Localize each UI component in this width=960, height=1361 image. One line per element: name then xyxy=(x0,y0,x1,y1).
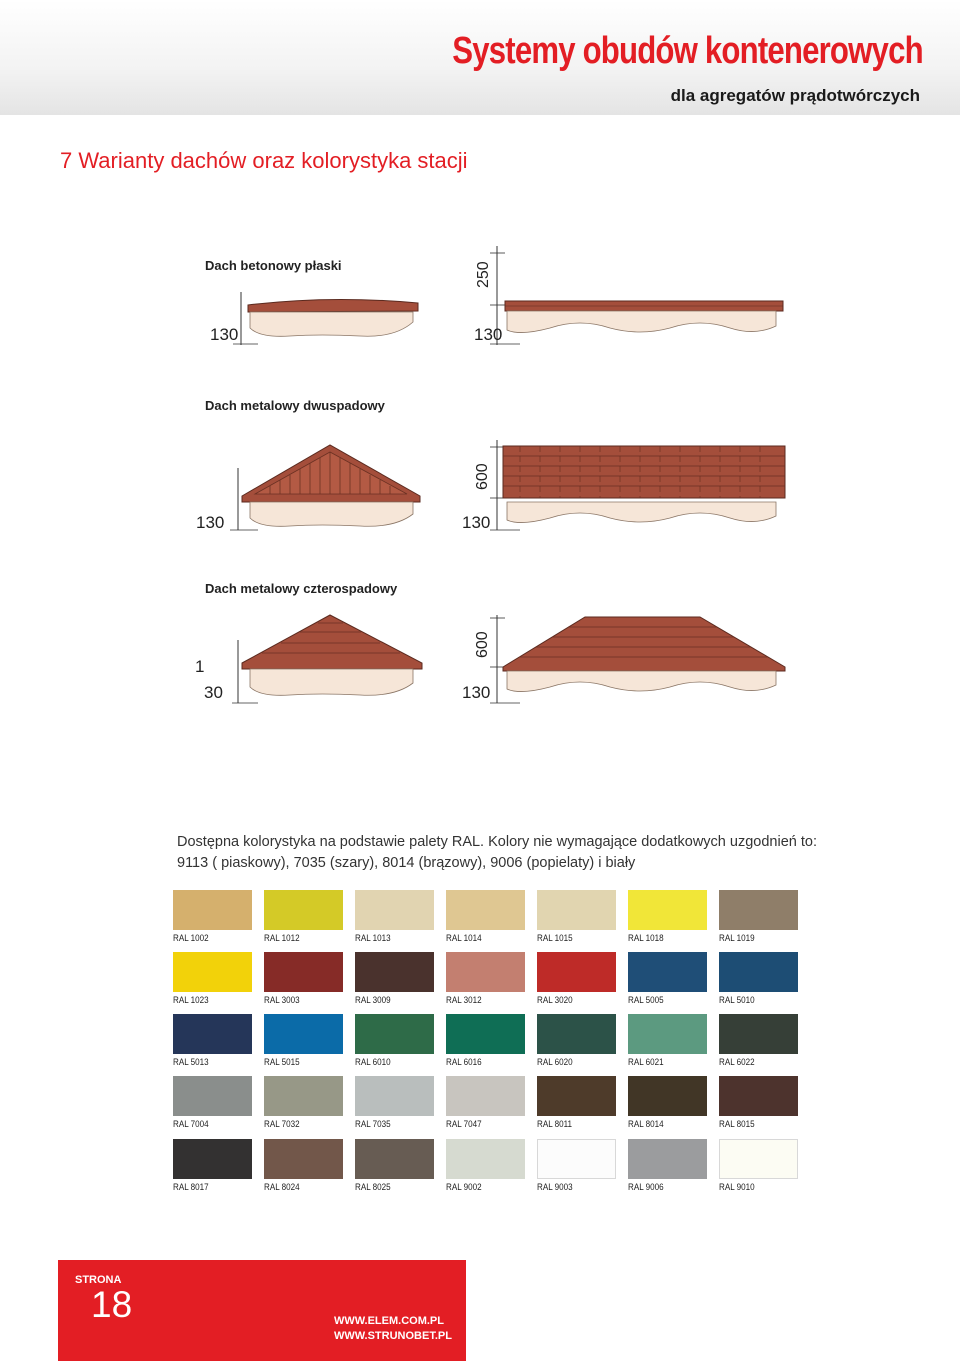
color-swatch xyxy=(264,1139,343,1179)
color-swatch-label: RAL 6020 xyxy=(537,1057,573,1068)
color-swatch-label: RAL 6016 xyxy=(446,1057,482,1068)
color-swatch xyxy=(264,1014,343,1054)
color-swatch xyxy=(628,952,707,992)
color-swatch xyxy=(719,890,798,930)
color-swatch-label: RAL 3009 xyxy=(355,995,391,1006)
color-swatch xyxy=(446,1076,525,1116)
color-swatch xyxy=(264,890,343,930)
color-swatch xyxy=(537,1139,616,1179)
page-subtitle: dla agregatów prądotwórczych xyxy=(670,86,920,105)
section-title: 7 Warianty dachów oraz kolorystyka stacji xyxy=(60,148,468,173)
color-swatch xyxy=(355,1076,434,1116)
roof-label-hip: Dach metalowy czterospadowy xyxy=(205,581,398,596)
color-swatch xyxy=(264,952,343,992)
dim-height: 600 xyxy=(474,631,491,658)
footer-page-label: STRONA xyxy=(75,1274,122,1286)
color-swatch xyxy=(446,890,525,930)
color-swatch xyxy=(719,952,798,992)
color-swatch xyxy=(628,1139,707,1179)
color-swatch xyxy=(173,1076,252,1116)
color-description xyxy=(177,832,877,874)
color-swatch-label: RAL 3003 xyxy=(264,995,300,1006)
color-swatch-label: RAL 8017 xyxy=(173,1182,209,1193)
page-footer xyxy=(58,1260,466,1361)
color-swatch xyxy=(537,952,616,992)
color-swatch xyxy=(628,1076,707,1116)
color-swatch-label: RAL 1013 xyxy=(355,933,391,944)
color-swatch-label: RAL 7004 xyxy=(173,1119,209,1130)
color-swatch xyxy=(355,1014,434,1054)
color-swatch-label: RAL 5005 xyxy=(628,995,664,1006)
roof-diagram-flat xyxy=(0,240,960,360)
dim-left-2: 30 xyxy=(204,683,223,702)
color-swatch-label: RAL 5013 xyxy=(173,1057,209,1068)
dim-left: 130 xyxy=(210,325,239,344)
dim-height: 600 xyxy=(474,463,491,490)
color-swatch xyxy=(173,1014,252,1054)
color-swatch xyxy=(173,1139,252,1179)
color-swatch-label: RAL 3012 xyxy=(446,995,482,1006)
color-swatch-label: RAL 3020 xyxy=(537,995,573,1006)
roof-label-gable: Dach metalowy dwuspadowy xyxy=(205,398,385,413)
dim-height: 250 xyxy=(475,261,492,288)
color-swatch-label: RAL 9010 xyxy=(719,1182,755,1193)
color-swatch-label: RAL 1014 xyxy=(446,933,482,944)
color-swatch-label: RAL 6010 xyxy=(355,1057,391,1068)
color-swatch xyxy=(537,1014,616,1054)
color-swatch-label: RAL 6021 xyxy=(628,1057,664,1068)
color-swatch-label: RAL 6022 xyxy=(719,1057,755,1068)
color-swatch-label: RAL 9006 xyxy=(628,1182,664,1193)
color-swatch xyxy=(628,1014,707,1054)
color-swatch xyxy=(628,890,707,930)
dim-right: 130 xyxy=(462,513,491,532)
color-swatch xyxy=(537,1076,616,1116)
color-swatch-label: RAL 1015 xyxy=(537,933,573,944)
footer-page-number: 18 xyxy=(91,1284,133,1325)
color-swatch-label: RAL 1012 xyxy=(264,933,300,944)
color-swatch-label: RAL 7047 xyxy=(446,1119,482,1130)
color-swatch xyxy=(355,890,434,930)
dim-right: 130 xyxy=(474,325,503,344)
color-swatch-label: RAL 5010 xyxy=(719,995,755,1006)
dim-left-1: 1 xyxy=(195,657,205,676)
roof-diagram-gable xyxy=(0,430,960,540)
color-swatch-label: RAL 8014 xyxy=(628,1119,664,1130)
color-swatch xyxy=(355,1139,434,1179)
color-swatch-label: RAL 8011 xyxy=(537,1119,573,1130)
color-swatch xyxy=(446,1139,525,1179)
color-swatch-label: RAL 7035 xyxy=(355,1119,391,1130)
description-line-2: 9113 ( piaskowy), 7035 (szary), 8014 (brązowy), 9006 (popielaty) i biały xyxy=(177,855,636,871)
dim-left: 130 xyxy=(196,513,225,532)
color-swatch-label: RAL 8024 xyxy=(264,1182,300,1193)
page-title: Systemy obudów kontenerowych xyxy=(452,30,923,72)
color-swatch-label: RAL 9003 xyxy=(537,1182,573,1193)
color-swatch-label: RAL 1002 xyxy=(173,933,209,944)
color-swatch xyxy=(264,1076,343,1116)
footer-website-elem[interactable]: WWW.ELEM.COM.PL xyxy=(334,1315,444,1327)
color-swatch-label: RAL 8015 xyxy=(719,1119,755,1130)
color-swatch xyxy=(537,890,616,930)
color-swatch-label: RAL 9002 xyxy=(446,1182,482,1193)
color-swatch xyxy=(173,952,252,992)
color-swatch-label: RAL 5015 xyxy=(264,1057,300,1068)
color-swatch xyxy=(355,952,434,992)
description-line-1: Dostępna kolorystyka na podstawie palety RAL. Kolory nie wymagające dodatkowych uzgodnień to: xyxy=(177,834,817,850)
color-swatch-label: RAL 1019 xyxy=(719,933,755,944)
color-swatch xyxy=(719,1076,798,1116)
footer-website-strunobet[interactable]: WWW.STRUNOBET.PL xyxy=(334,1330,452,1342)
color-swatch-label: RAL 1023 xyxy=(173,995,209,1006)
color-swatch xyxy=(446,1014,525,1054)
dim-right: 130 xyxy=(462,683,491,702)
color-swatch xyxy=(719,1139,798,1179)
color-swatch xyxy=(173,890,252,930)
color-swatch xyxy=(446,952,525,992)
roof-label-flat: Dach betonowy płaski xyxy=(205,258,342,273)
color-swatch-label: RAL 7032 xyxy=(264,1119,300,1130)
color-swatch-label: RAL 8025 xyxy=(355,1182,391,1193)
color-swatch-label: RAL 1018 xyxy=(628,933,664,944)
color-swatch xyxy=(719,1014,798,1054)
roof-diagram-hip xyxy=(0,605,960,710)
